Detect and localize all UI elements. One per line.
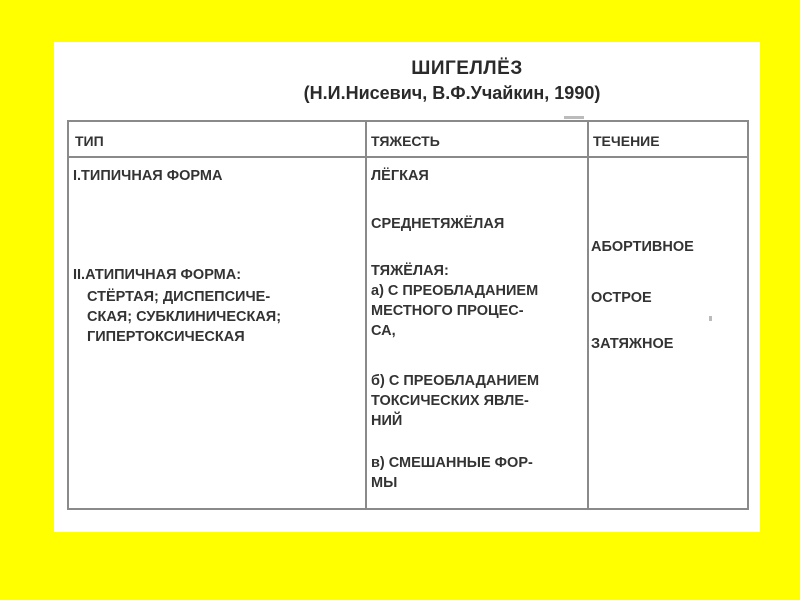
- document-sheet: [54, 42, 760, 532]
- severity-b-line: ТОКСИЧЕСКИХ ЯВЛЕ-: [371, 393, 529, 409]
- severity-moderate: СРЕДНЕТЯЖЁЛАЯ: [371, 216, 505, 232]
- severity-b-line: НИЙ: [371, 413, 403, 429]
- header-course: ТЕЧЕНИЕ: [593, 133, 660, 149]
- type-atypical-line: СТЁРТАЯ; ДИСПЕПСИЧЕ-: [87, 289, 271, 305]
- course-acute: ОСТРОЕ: [591, 290, 652, 306]
- severity-b-line: б) С ПРЕОБЛАДАНИЕМ: [371, 373, 540, 389]
- type-typical: I.ТИПИЧНАЯ ФОРМА: [73, 168, 223, 184]
- severity-mild: ЛЁГКАЯ: [371, 168, 429, 184]
- classification-table: [67, 120, 749, 510]
- course-protracted: ЗАТЯЖНОЕ: [591, 336, 674, 352]
- type-atypical: II.АТИПИЧНАЯ ФОРМА:: [73, 267, 242, 283]
- header-divider: [69, 156, 747, 158]
- document-subtitle: (Н.И.Нисевич, В.Ф.Учайкин, 1990): [303, 83, 601, 103]
- scan-mark: [709, 316, 712, 321]
- type-atypical-line: СКАЯ; СУБКЛИНИЧЕСКАЯ;: [87, 309, 282, 325]
- scan-mark: [564, 116, 584, 119]
- severity-a-line: СА,: [371, 323, 396, 339]
- severity-c-line: в) СМЕШАННЫЕ ФОР-: [371, 455, 533, 471]
- type-atypical-line: ГИПЕРТОКСИЧЕСКАЯ: [87, 329, 245, 345]
- document-title: ШИГЕЛЛЁЗ: [411, 58, 523, 79]
- severity-c-line: МЫ: [371, 475, 398, 491]
- severity-a-line: а) С ПРЕОБЛАДАНИЕМ: [371, 283, 539, 299]
- severity-severe: ТЯЖЁЛАЯ:: [371, 263, 449, 279]
- column-divider: [587, 122, 589, 508]
- course-abortive: АБОРТИВНОЕ: [591, 239, 694, 255]
- header-severity: ТЯЖЕСТЬ: [371, 133, 440, 149]
- header-type: ТИП: [75, 133, 104, 149]
- column-divider: [365, 122, 367, 508]
- severity-a-line: МЕСТНОГО ПРОЦЕС-: [371, 303, 524, 319]
